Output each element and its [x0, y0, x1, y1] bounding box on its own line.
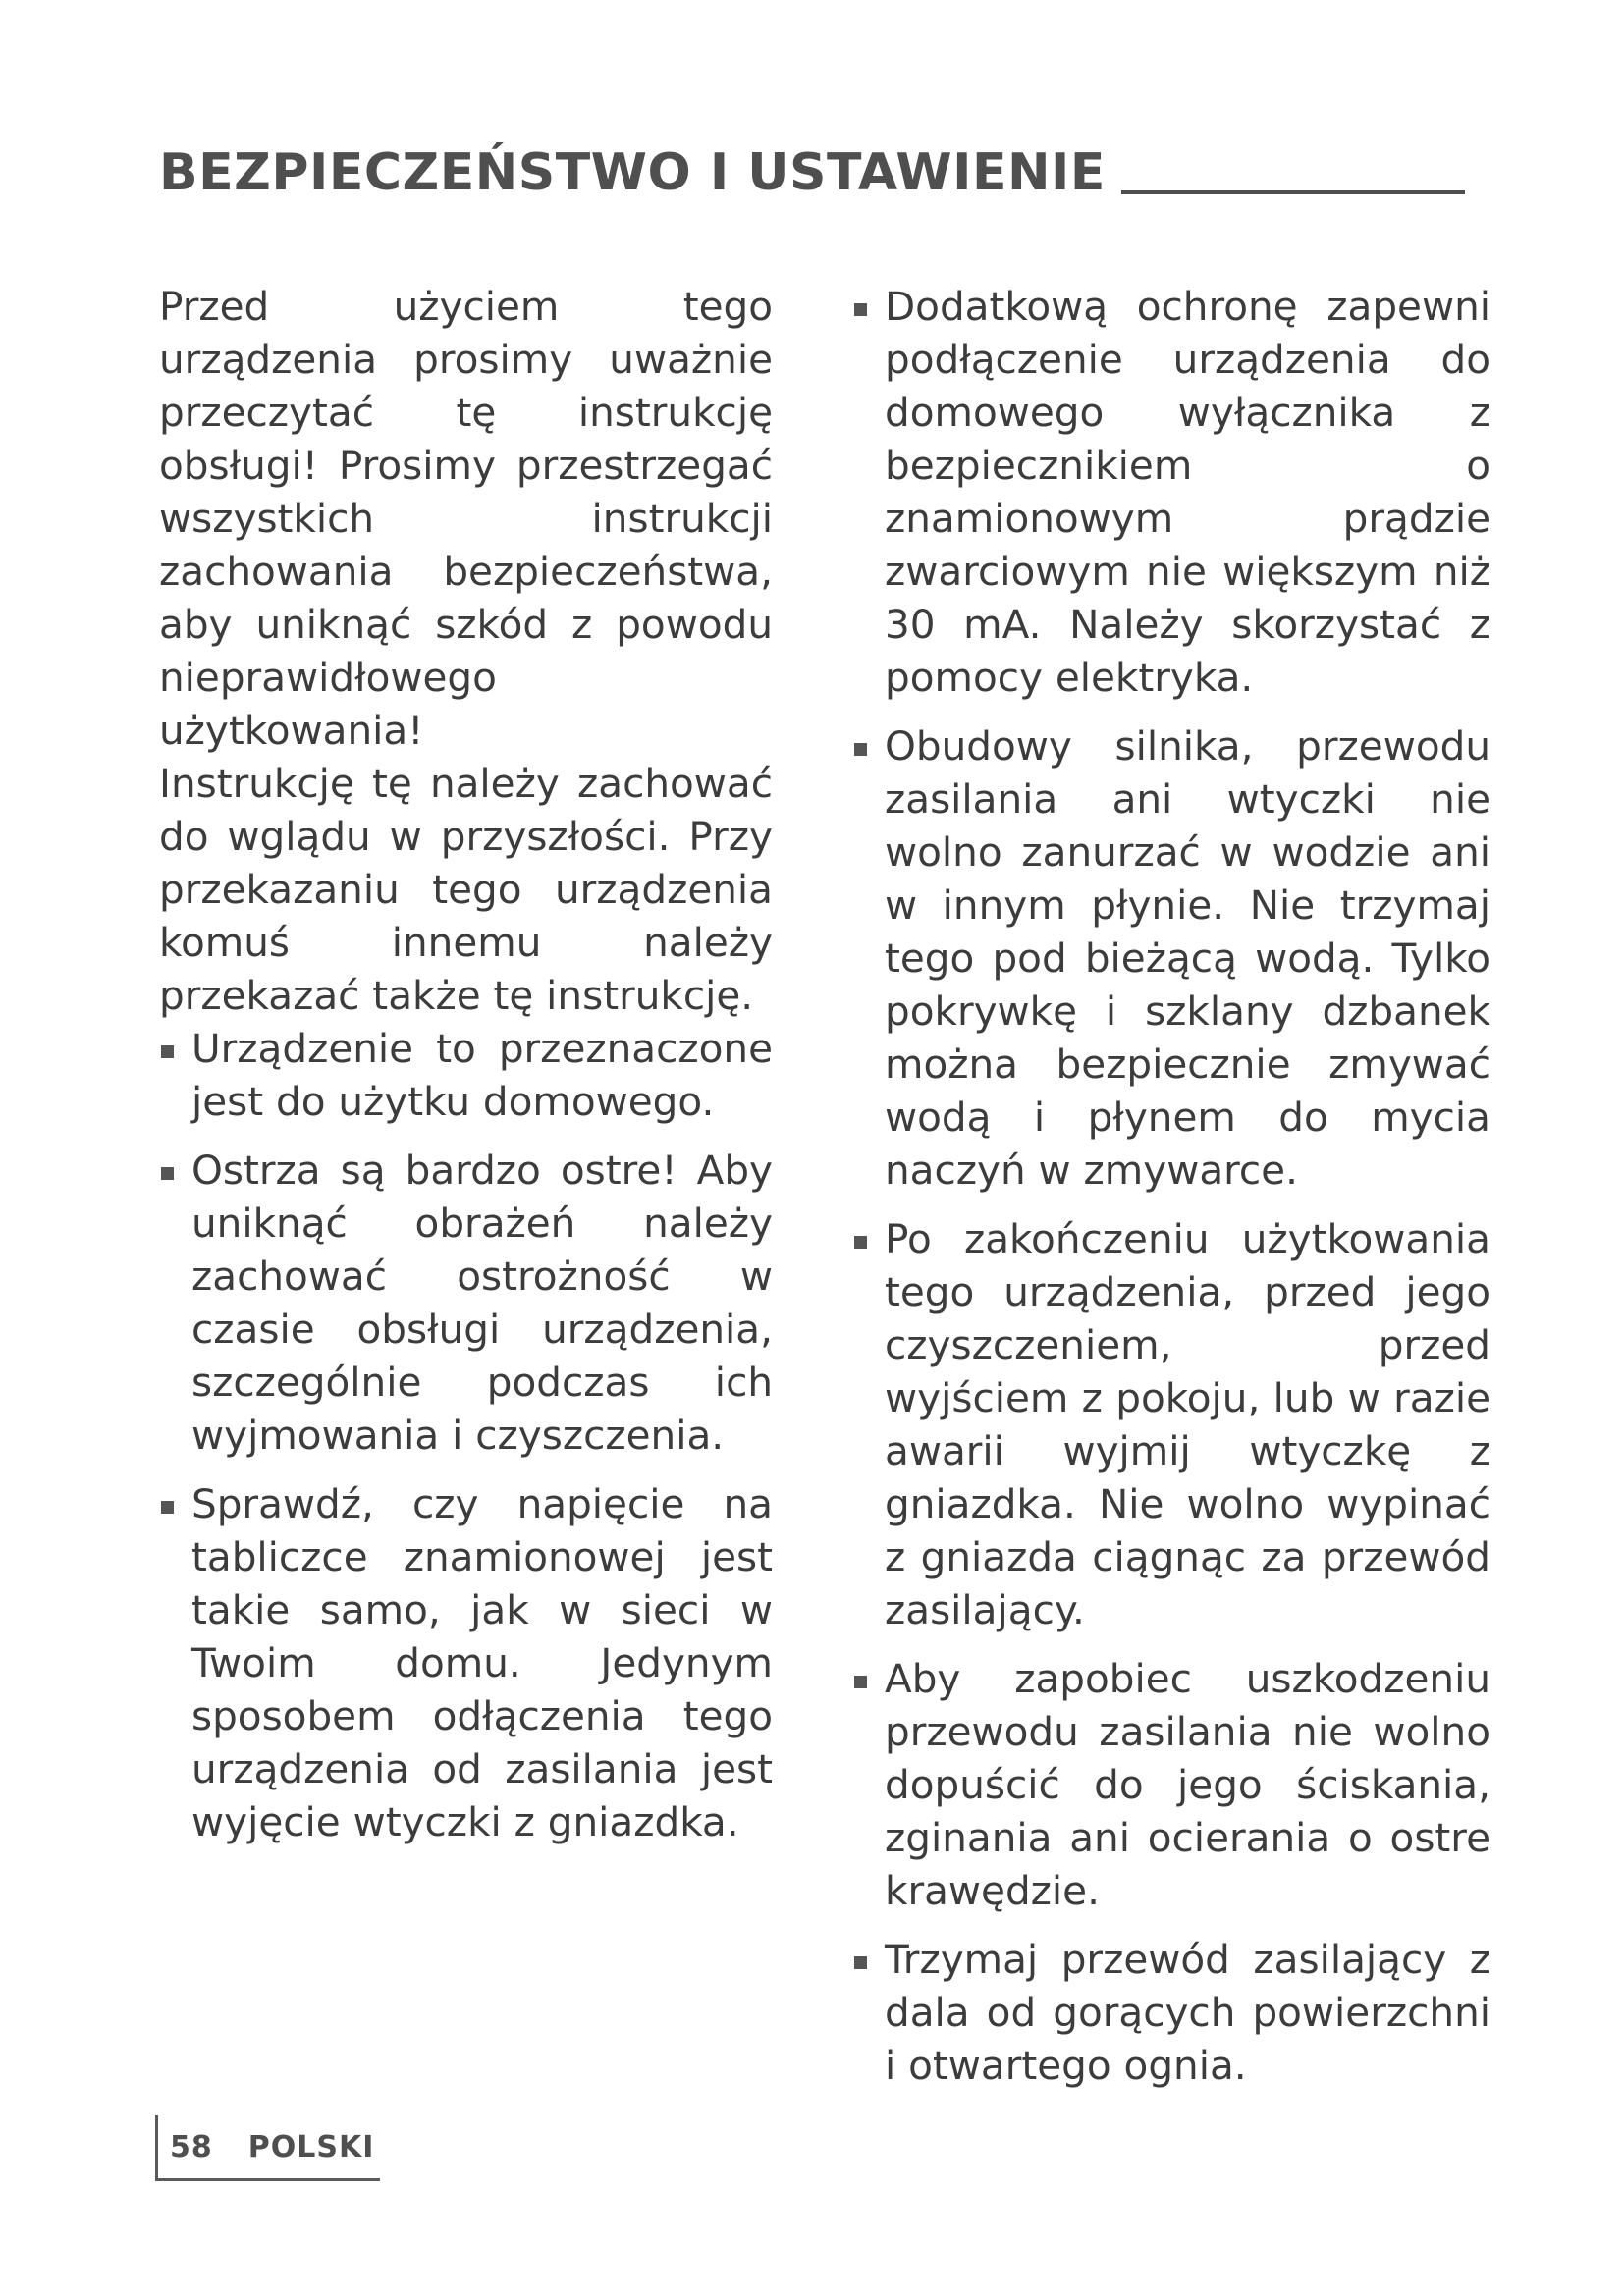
left-column	[159, 280, 773, 1864]
list-item-text: Trzymaj przewód zasilający z dala od gorących powierzchni i otwartego ognia.	[885, 1936, 1490, 2089]
square-bullet-icon	[854, 1676, 867, 1688]
page-title-text: BEZPIECZEŃSTWO I USTAWIENIE	[159, 143, 1106, 202]
title-underline-rule	[1121, 190, 1465, 194]
list-item-text: Aby zapobiec uszkodzeniu przewodu zasilania nie wolno dopuścić do jego ściskania, zginania ani ocierania o ostre krawędzie.	[885, 1655, 1490, 1914]
list-item	[852, 720, 1490, 1197]
list-item	[159, 1477, 773, 1848]
left-bullet-list	[159, 1022, 773, 1848]
list-item	[852, 1212, 1490, 1636]
intro-paragraph: Instrukcję tę należy zachować do wglądu w przyszłości. Przy przekazaniu tego urządzenia komuś innemu należy przekazać także tę instrukcję.	[159, 760, 773, 1019]
page-footer	[155, 2115, 380, 2181]
page-title	[159, 143, 1465, 202]
square-bullet-icon	[854, 1956, 867, 1969]
intro-text	[159, 280, 773, 1022]
list-item	[852, 1652, 1490, 1917]
square-bullet-icon	[854, 1236, 867, 1249]
list-item	[159, 1144, 773, 1462]
list-item	[852, 1933, 1490, 2092]
list-item-text: Dodatkową ochronę zapewni podłączenie urządzenia do domowego wyłącznika z bezpiecznikiem o znamionowym prądzie zwarciowym nie większym niż 30 mA. Należy skorzystać z pomocy elektryka.	[885, 283, 1490, 701]
square-bullet-icon	[161, 1167, 174, 1180]
list-item-text: Urządzenie to przeznaczone jest do użytku domowego.	[191, 1025, 773, 1125]
intro-paragraph: Przed użyciem tego urządzenia prosimy uważnie przeczytać tę instrukcję obsługi! Prosimy przestrzegać wszystkich instrukcji zachowania bezpieczeństwa, aby uniknąć szkód z powodu nieprawidłowego użytkowania!	[159, 283, 773, 754]
footer-language: POLSKI	[247, 2129, 375, 2164]
list-item-text: Obudowy silnika, przewodu zasilania ani wtyczki nie wolno zanurzać w wodzie ani w innym płynie. Nie trzymaj tego pod bieżącą wodą. Tylko pokrywkę i szklany dzbanek można bezpiecznie zmywać wodą i płynem do mycia naczyń w zmywarce.	[885, 722, 1490, 1194]
right-bullet-list	[852, 280, 1490, 2092]
page-number: 58	[170, 2129, 213, 2164]
square-bullet-icon	[854, 303, 867, 316]
list-item-text: Po zakończeniu użytkowania tego urządzenia, przed jego czyszczeniem, przed wyjściem z pokoju, lub w razie awarii wyjmij wtyczkę z gniazdka. Nie wolno wypinać z gniazda ciągnąc za przewód zasilający.	[885, 1215, 1490, 1633]
square-bullet-icon	[161, 1045, 174, 1058]
list-item-text: Ostrza są bardzo ostre! Aby uniknąć obrażeń należy zachować ostrożność w czasie obsługi urządzenia, szczególnie podczas ich wyjmowania i czyszczenia.	[191, 1147, 773, 1459]
square-bullet-icon	[161, 1501, 174, 1514]
square-bullet-icon	[854, 743, 867, 756]
right-column	[852, 280, 1490, 2108]
list-item-text: Sprawdź, czy napięcie na tabliczce znamionowej jest takie samo, jak w sieci w Twoim domu. Jedynym sposobem odłączenia tego urządzenia od zasilania jest wyjęcie wtyczki z gniazdka.	[191, 1480, 773, 1845]
list-item	[159, 1022, 773, 1128]
list-item	[852, 280, 1490, 704]
